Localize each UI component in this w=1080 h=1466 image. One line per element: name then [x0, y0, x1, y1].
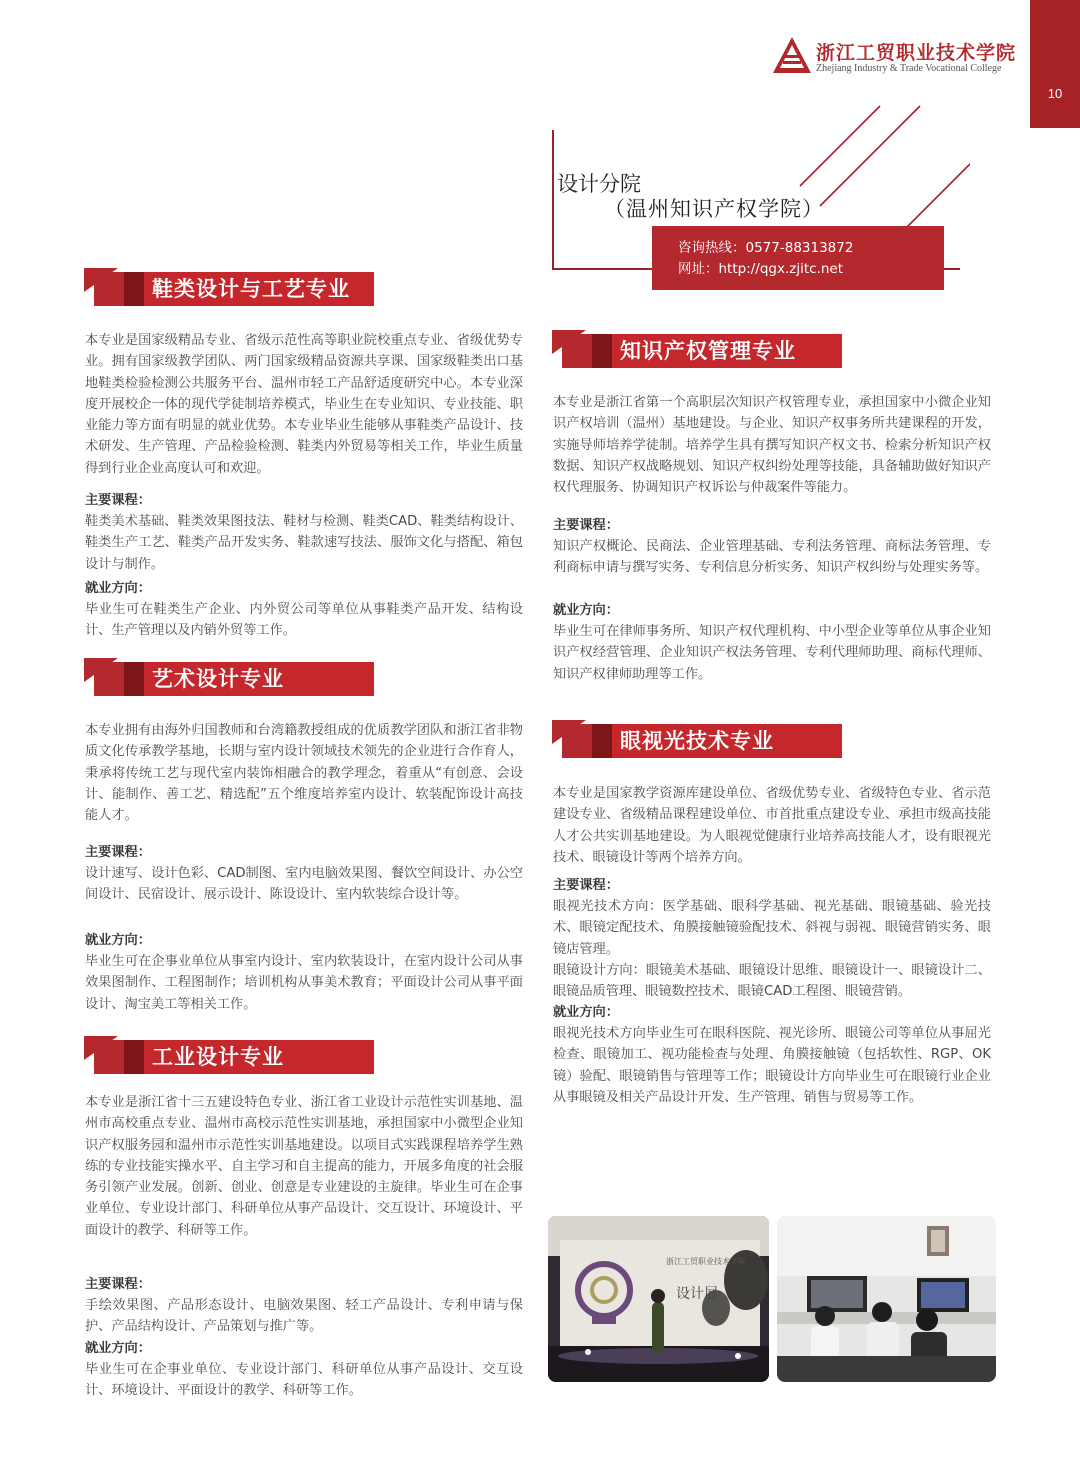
college-emblem-icon [772, 36, 812, 74]
section-title-art: 艺术设计专业 [144, 662, 374, 696]
ip-courses: 知识产权概论、民商法、企业管理基础、专利法务管理、商标法务管理、专利商标申请与撰写实务、专利信息分析实务、知识产权纠纷与处理实务等。 [553, 539, 991, 576]
industrial-jobs-label: 就业方向： [85, 1341, 151, 1356]
shoe-jobs: 毕业生可在鞋类生产企业、内外贸公司等单位从事鞋类产品开发、结构设计、生产管理以及内销外贸等工作。 [85, 602, 523, 639]
section-header-industrial [84, 1040, 374, 1074]
optometry-courses-b: 眼镜设计方向：眼镜美术基础、眼镜设计思维、眼镜设计一、眼镜设计二、眼镜品质管理、眼镜数控技术、眼镜CAD工程图、眼镜营销。 [553, 963, 991, 1000]
contact-box [652, 226, 944, 290]
website[interactable]: 网址：http://qgx.zjitc.net [678, 261, 844, 277]
school-name-cn: 浙江工贸职业技术学院 [816, 42, 1017, 64]
ip-intro: 本专业是浙江省第一个高职层次知识产权管理专业，承担国家中小微企业知识产权培训（温州）基地建设。与企业、知识产权事务所共建课程的开发，实施导师培养学徒制。培养学生具有撰写知识产权文书、检索分析知识产权数据、知识产权战略规划、知识产权纠纷处理等技能，具备辅助做好知识产权代理服务、协调知识产权诉讼与仲裁案件等能力。 [553, 395, 991, 496]
hotline: 咨询热线：0577-88313872 [678, 240, 854, 256]
art-courses-label: 主要课程： [85, 845, 151, 860]
art-jobs: 毕业生可在企事业单位从事室内设计、室内软装设计，在室内设计公司从事效果图制作、工程图制作；培训机构从事美术教育；平面设计公司从事平面设计、淘宝美工等相关工作。 [85, 954, 523, 1012]
computer-lab-photo-illustration [777, 1216, 996, 1382]
exhibition-banner-text: 浙江工贸职业技术学院 [666, 1257, 746, 1266]
page-number-tab [1030, 0, 1080, 128]
industrial-jobs: 毕业生可在企事业单位、专业设计部门、科研单位从事产品设计、交互设计、环境设计、平面设计的教学、科研等工作。 [85, 1362, 523, 1399]
shoe-jobs-label: 就业方向： [85, 581, 151, 596]
section-header-optometry [552, 724, 842, 758]
ip-jobs: 毕业生可在律师事务所、知识产权代理机构、中小型企业等单位从事企业知识产权经营管理、企业知识产权法务管理、专利代理师助理、商标代理师、知识产权律师助理等工作。 [553, 624, 991, 682]
exhibition-photo-illustration [548, 1216, 769, 1382]
department-name: 设计分院 [557, 172, 641, 196]
page-number: 10 [1047, 86, 1063, 101]
art-jobs-label: 就业方向： [85, 933, 151, 948]
shoe-courses: 鞋类美术基础、鞋类效果图技法、鞋材与检测、鞋类CAD、鞋类结构设计、鞋类生产工艺、鞋类产品开发实务、鞋款速写技法、服饰文化与搭配、箱包设计与制作。 [85, 514, 523, 572]
section-header-shoe [84, 272, 374, 306]
exhibition-title-text: 设计展 [676, 1286, 718, 1302]
college-logo [772, 36, 1024, 76]
section-title-ip: 知识产权管理专业 [612, 334, 842, 368]
section-title-optometry: 眼视光技术专业 [612, 724, 842, 758]
school-name-en: Zhejiang Industry & Trade Vocational College [816, 63, 1002, 74]
industrial-courses-label: 主要课程： [85, 1277, 151, 1292]
optometry-courses-label: 主要课程： [553, 878, 619, 893]
section-header-ip [552, 334, 842, 368]
industrial-courses: 手绘效果图、产品形态设计、电脑效果图、轻工产品设计、专利申请与保护、产品结构设计、产品策划与推广等。 [85, 1298, 523, 1335]
section-title-shoe: 鞋类设计与工艺专业 [144, 272, 374, 306]
optometry-courses-a: 眼视光技术方向：医学基础、眼科学基础、视光基础、眼镜基础、验光技术、眼镜定配技术、角膜接触镜验配技术、斜视与弱视、眼镜营销实务、眼镜店管理。 [553, 899, 991, 957]
shoe-intro: 本专业是国家级精品专业、省级示范性高等职业院校重点专业、省级优势专业。拥有国家级教学团队、两门国家级精品资源共享课、国家级鞋类出口基地鞋类检验检测公共服务平台、温州市轻工产品舒适度研究中心。本专业深度开展校企一体的现代学徒制培养模式，毕业生在专业知识、专业技能、职业能力等方面有明显的就业优势。本专业毕业生能够从事鞋类产品设计、技术研发、生产管理、产品检验检测、鞋类内外贸易等相关工作，毕业生质量得到行业企业高度认可和欢迎。 [85, 333, 523, 476]
photo-exhibition [548, 1216, 769, 1382]
shoe-courses-label: 主要课程： [85, 493, 151, 508]
art-courses: 设计速写、设计色彩、CAD制图、室内电脑效果图、餐饮空间设计、办公空间设计、民宿设计、展示设计、陈设设计、室内软装综合设计等。 [85, 866, 523, 903]
department-subname: （温州知识产权学院） [604, 197, 824, 221]
optometry-intro: 本专业是国家教学资源库建设单位、省级优势专业、省级特色专业、省示范建设专业、省级精品课程建设单位、市首批重点建设专业、承担市级高技能人才公共实训基地建设。为人眼视觉健康行业培养高技能人才，设有眼视光技术、眼镜设计等两个培养方向。 [553, 786, 991, 865]
section-header-art [84, 662, 374, 696]
optometry-jobs-label: 就业方向： [553, 1005, 619, 1020]
photo-computer-lab [777, 1216, 996, 1382]
ip-courses-label: 主要课程： [553, 518, 619, 533]
industrial-intro: 本专业是浙江省十三五建设特色专业、浙江省工业设计示范性实训基地、温州市高校重点专业、温州市高校示范性实训基地，承担国家中小微型企业知识产权服务园和温州市示范性实训基地建设。以项目式实践课程培养学生熟练的专业技能实操水平、自主学习和自主提高的能力，开展多角度的社会服务引领产业发展。创新、创业、创意是专业建设的主旋律。毕业生可在企事业单位、专业设计部门、科研单位从事产品设计、交互设计、环境设计、平面设计的教学、科研等工作。 [85, 1095, 523, 1238]
art-intro: 本专业拥有由海外归国教师和台湾籍教授组成的优质教学团队和浙江省非物质文化传承教学基地，长期与室内设计领域技术领先的企业进行合作育人，秉承将传统工艺与现代室内装饰相融合的教学理念，着重从“有创意、会设计、能制作、善工艺、精选配”五个维度培养室内设计、软装配饰设计高技能人才。 [85, 723, 523, 824]
section-title-industrial: 工业设计专业 [144, 1040, 374, 1074]
ip-jobs-label: 就业方向： [553, 603, 619, 618]
optometry-jobs: 眼视光技术方向毕业生可在眼科医院、视光诊所、眼镜公司等单位从事屈光检查、眼镜加工、视功能检查与处理、角膜接触镜（包括软性、RGP、OK镜）验配、眼镜销售与管理等工作；眼镜设计方向毕业生可在眼镜行业企业从事眼镜及相关产品设计开发、生产管理、销售与贸易等工作。 [553, 1026, 991, 1105]
